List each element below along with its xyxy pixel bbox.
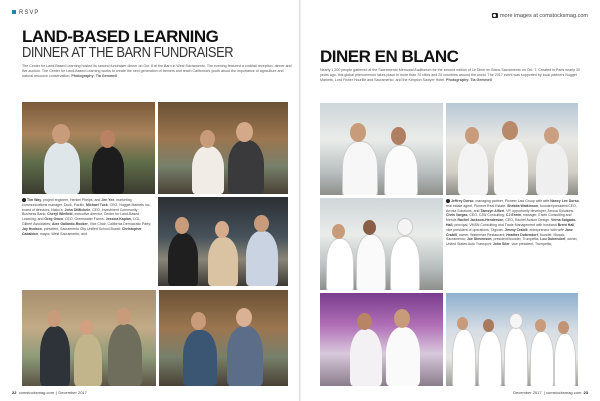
caption-role: , vice president of operations, Olgivan.	[446, 222, 576, 232]
caption-name: John DiMichele	[64, 207, 91, 212]
caption-role: , vice president, Trumpetta;	[509, 242, 552, 247]
left-page	[0, 0, 299, 401]
caption-name: Christopher Cabaldon	[22, 226, 142, 236]
caption-role: , manager, Erwin Consulting and friends	[446, 213, 572, 223]
caption-role: , marketing communications manager, Duck, Pacific.	[22, 198, 132, 207]
caption-role: , founder, Mosaic Sacramento;	[446, 232, 565, 242]
section-label	[12, 10, 39, 16]
more-images-link[interactable]	[492, 13, 588, 19]
footer-date: December 2017	[513, 390, 542, 395]
caption-role: , mayor, West Sacramento; and	[37, 231, 87, 236]
caption-role: , owner, Waterman Restaurant;	[456, 232, 507, 237]
caption-name: Brent Hall	[557, 222, 575, 227]
event-photo-10	[446, 293, 578, 386]
caption-role: , real estate agent, Pioneer Real Estate.	[446, 199, 580, 208]
event-photo-7	[446, 103, 578, 195]
photo-captions	[446, 199, 582, 247]
caption-role: , project engineer, Henkel Phelps; and	[41, 198, 102, 202]
photo-credit: Photography: Tia Gemmell	[446, 78, 492, 82]
camera-icon	[492, 13, 498, 18]
caption-name: Verna Salgado-Hall	[446, 218, 577, 227]
caption-name: Jen Yee	[101, 198, 115, 202]
caption-name: CJ Erwin	[505, 213, 521, 218]
caption-name: Shekita Watkinson	[507, 203, 539, 208]
section-label-text: RSVP	[19, 10, 40, 16]
caption-name: Jimmy Crabill	[504, 227, 528, 232]
page-title: DINER EN BLANC	[320, 47, 459, 66]
caption-name: Lou Dubendorf	[540, 237, 566, 242]
caption-name: Tim Way	[26, 198, 42, 202]
caption-name: Joe Stevenson	[466, 237, 492, 242]
caption-role: , CEO, CJW Consulting;	[467, 213, 506, 218]
caption-name: Rachel Jackson-Henderson	[457, 218, 504, 223]
caption-name: Michael Tuck	[86, 202, 108, 207]
caption-role: , owner, United States Auto Transport;	[446, 237, 578, 247]
caption-role: , managing partner, Pioneer Law Group with wife	[473, 199, 551, 203]
page-number: 22	[12, 390, 17, 395]
event-photo-3	[158, 197, 288, 286]
event-photo-1	[22, 102, 155, 194]
caption-name: Heather Dubendorf	[506, 232, 538, 237]
page-subtitle: DINNER AT THE BARN FUNDRAISER	[22, 44, 234, 61]
caption-name: Greg Owen	[44, 217, 64, 222]
page-title: LAND-BASED LEARNING	[22, 27, 219, 46]
footer-site: comstocksmag.com	[18, 390, 55, 395]
intro-paragraph	[320, 68, 588, 83]
right-page	[301, 0, 600, 401]
page-number: 23	[583, 390, 588, 395]
caption-role: , CEO, Nugget Markets Inc., board of directors, Nalco's;	[22, 202, 152, 212]
footer-site: comstocksmag.com	[545, 390, 582, 395]
intro-text: The Center for Land-Based Learning hosted its second fundraiser dinner on Oct. 8 at the Barn in West Sacramento. The evening featured a cocktail reception, dinner and live auction. The Center for Land-Based Learning works to create the next generation of farmers and teach California's youth about the importance of agriculture and natural resource conservation.	[22, 64, 292, 78]
intro-text: Nearly 1,200 people gathered at the Sacramento Memorial Auditorium for the second edition of Le Diner en Blanc Sacramento on Oct. 7. Created in Paris nearly 30 years ago, this global phenomenon takes place in more than 70 cities and 25 countries around the world. The 2017 event was supported by local partners Nugget Markets, Lord Fisher Hourille and Sacramento, and the Kimpton Sawyer Hotel.	[320, 68, 580, 82]
caption-role: , executive director, Center for Land-Based Learning; and	[22, 212, 140, 222]
caption-name: Nancy Lee Dorso	[550, 199, 579, 203]
intro-paragraph	[22, 64, 294, 79]
caption-role: , COL, Gilbert Associates;	[22, 217, 142, 226]
caption-role: , CEO, Investment Community Business Bank;	[22, 207, 138, 217]
caption-role: , president, Sacramento City Unified School Board;	[41, 226, 122, 231]
section-marker-icon	[12, 10, 16, 14]
caption-role: , CEO, Greenwater Farms.	[63, 217, 106, 222]
event-photo-5	[159, 290, 288, 386]
photo-credit: Photography: Tia Gemmell	[71, 74, 118, 78]
event-photo-9	[320, 293, 443, 386]
caption-number-icon	[446, 199, 450, 203]
page-footer: December 2017 | comstocksmag.com 23	[513, 390, 588, 395]
caption-role: , entrepreneur with wife	[527, 227, 565, 232]
more-images-text: more images at comstocksmag.com	[499, 13, 588, 19]
footer-date: December 2017	[58, 390, 87, 395]
page-footer: 22 comstocksmag.com | December 2017	[12, 390, 87, 395]
caption-name: Jay Hudson	[22, 226, 42, 231]
event-photo-6	[320, 103, 443, 195]
caption-role: , Vice Chair, California Democratic Party;	[87, 221, 152, 226]
caption-name: Alex Gallardo-Rooker	[51, 221, 88, 226]
caption-name: John Siler	[492, 242, 510, 247]
caption-role: , president/founder, Trumpetta;	[491, 237, 541, 242]
caption-name: Jessica Kaplan	[105, 217, 131, 222]
caption-role: , founder/president/CEO, Arrosa Solutions, and	[446, 203, 577, 213]
photo-captions	[22, 198, 152, 236]
caption-name: Chris Vargas	[446, 213, 468, 218]
event-photo-2	[158, 102, 288, 194]
caption-number-icon	[22, 198, 26, 202]
caption-name: Cheryl Winfield	[47, 212, 73, 217]
caption-name: Jane Crabill	[446, 227, 573, 237]
caption-role: , VP, opportunity developer, Arrosa Solutions.	[504, 208, 575, 213]
event-photo-8	[320, 198, 443, 290]
event-photo-4	[22, 290, 156, 386]
caption-name: Tamsyn Alfieri	[480, 208, 505, 213]
caption-role: , CEO, Rachel Avalon Design.	[503, 218, 551, 223]
caption-role: , principal, VMSN Consulting and Trade Management with husband	[452, 222, 558, 227]
caption-name: Jeffrey Dorso	[450, 199, 474, 203]
